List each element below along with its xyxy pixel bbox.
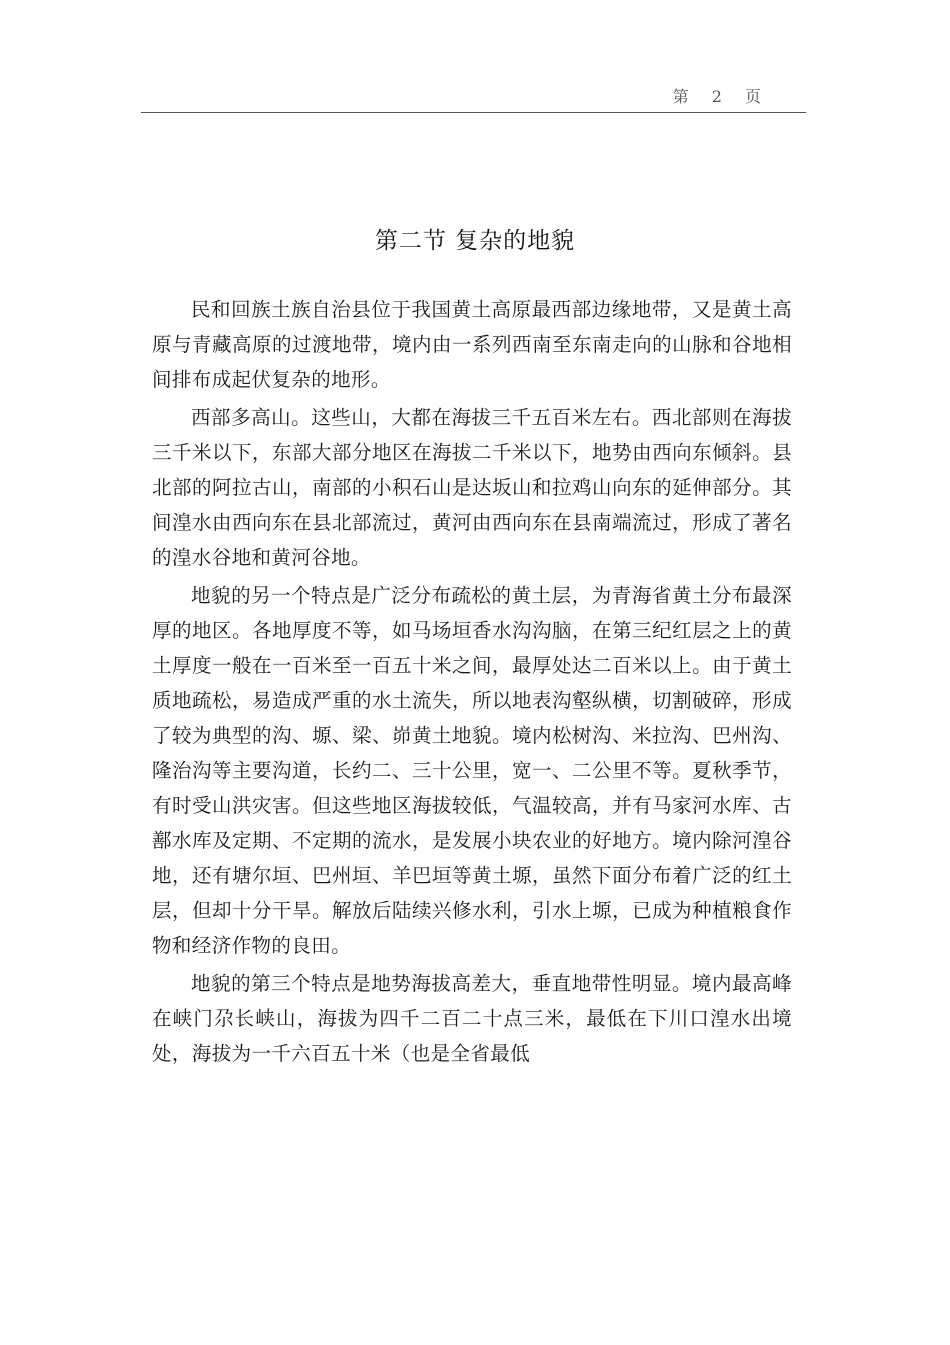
- section-title: 第二节 复杂的地貌: [374, 228, 576, 254]
- body-text: [152, 292, 792, 1071]
- page-number: 第 2 页: [672, 87, 770, 106]
- paragraph-intro: 民和回族土族自治县位于我国黄土高原最西部边缘地带，又是黄土高原与青藏高原的过渡地带，境内由一系列西南至东南走向的山脉和谷地相间排布成起伏复杂的地形。: [152, 298, 792, 391]
- paragraph-loess-layer: 地貌的另一个特点是广泛分布疏松的黄土层，为青海省黄土分布最深厚的地区。各地厚度不等，如马场垣香水沟沟脑，在第三纪红层之上的黄土厚度一般在一百米至一百五十米之间，最厚处达二百米以上。由于黄土质地疏松，易造成严重的水土流失，所以地表沟壑纵横，切割破碎，形成了较为典型的沟、塬、梁、峁黄土地貌。境内松树沟、米拉沟、巴州沟、隆治沟等主要沟道，长约二、三十公里，宽一、二公里不等。夏秋季节，有时受山洪灾害。但这些地区海拔较低，气温较高，并有马家河水库、古鄯水库及定期、不定期的流水，是发展小块农业的好地方。境内除河湟谷地，还有塘尔垣、巴州垣、羊巴垣等黄土塬，虽然下面分布着广泛的红土层，但却十分干旱。解放后陆续兴修水利，引水上塬，已成为种植粮食作物和经济作物的良田。: [152, 584, 792, 957]
- paragraph-elevation-difference: 地貌的第三个特点是地势海拔高差大，垂直地带性明显。境内最高峰在峡门尕长峡山，海拔为四千二百二十点三米，最低在下川口湟水出境处，海拔为一千六百五十米（也是全省最低: [152, 972, 792, 1065]
- paragraph-western-mountains: 西部多高山。这些山，大都在海拔三千五百米左右。西北部则在海拔三千米以下，东部大部分地区在海拔二千米以下，地势由西向东倾斜。县北部的阿拉古山，南部的小积石山是达坂山和拉鸡山向东的延伸部分。其间湟水由西向东在县北部流过，黄河由西向东在县南端流过，形成了著名的湟水谷地和黄河谷地。: [152, 406, 792, 569]
- page-header: [141, 78, 806, 113]
